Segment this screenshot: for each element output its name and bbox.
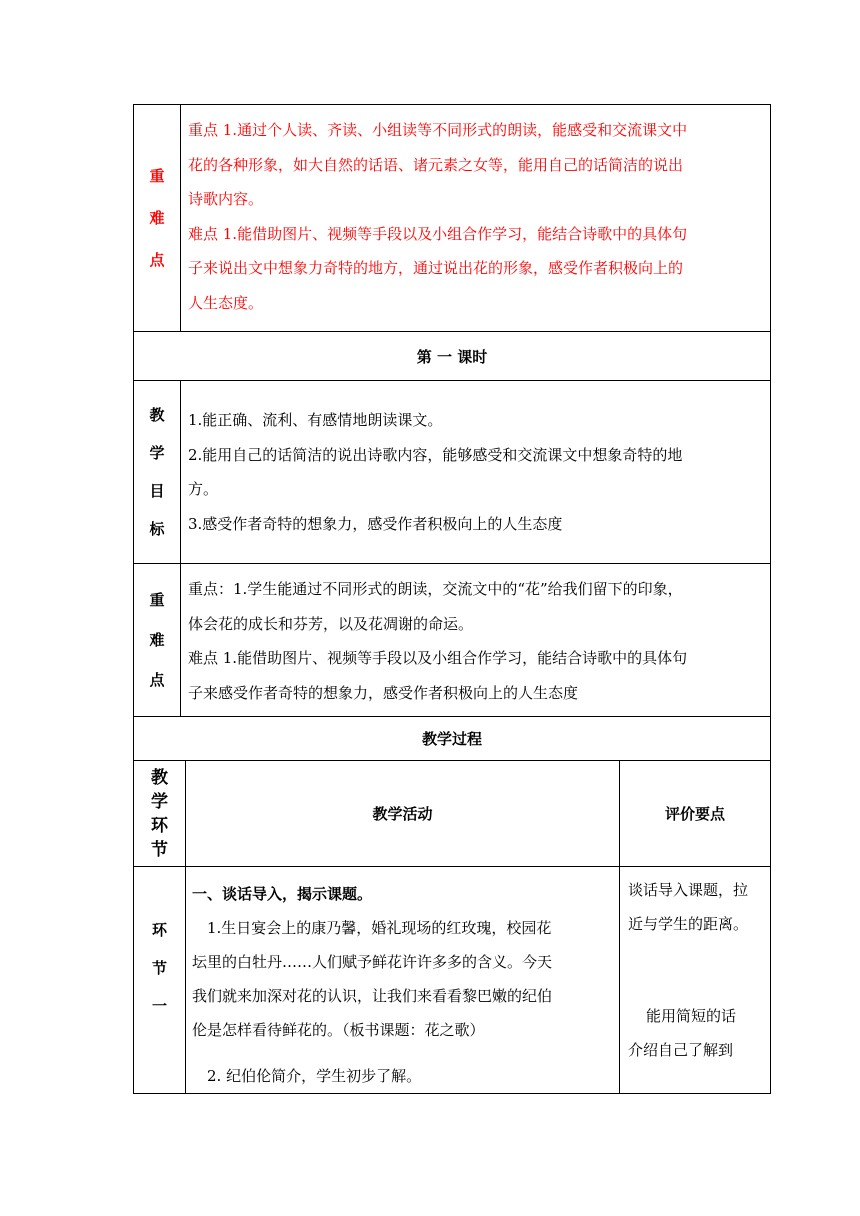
lesson-plan-table [133, 104, 771, 1094]
stage1-activity [186, 867, 620, 1094]
lesson-title: 第 一 课时 [134, 332, 771, 381]
key-points-text [181, 564, 771, 717]
lesson-title-row [134, 332, 771, 381]
side-char: 节 [151, 839, 168, 860]
objectives-side-label [134, 381, 181, 564]
side-char: 学 [151, 791, 168, 812]
text-line: 2.能用自己的话简洁的说出诗歌内容，能够感受和交流课文中想象奇特的地 [188, 445, 683, 464]
process-title-row [134, 717, 771, 761]
side-char: 重 [149, 167, 165, 185]
side-char: 重 [149, 591, 165, 609]
text-line: 谈话导入课题，拉 [628, 881, 749, 899]
text-line: 子来感受作者奇特的想象力，感受作者积极向上的人生态度 [188, 683, 579, 702]
stage-header [134, 761, 186, 867]
text-line: 3.感受作者奇特的想象力，感受作者积极向上的人生态度 [188, 514, 563, 533]
header-row [134, 761, 771, 867]
side-char: 点 [149, 671, 165, 689]
text-line: 1.能正确、流利、有感情地朗读课文。 [188, 411, 443, 429]
text-line: 2. 纪伯伦简介，学生初步了解。 [207, 1067, 422, 1085]
text-line: 人生态度。 [188, 293, 264, 312]
side-char: 目 [149, 482, 165, 500]
stage1-label [134, 867, 186, 1094]
side-char: 学 [149, 444, 165, 462]
key-points-row [134, 564, 771, 717]
side-char: 环 [151, 921, 167, 939]
side-char: 教 [149, 406, 165, 424]
spacer [628, 941, 766, 999]
side-char: 难 [149, 631, 165, 649]
text-line: 能用简短的话 [646, 1007, 737, 1025]
top-side-label [134, 105, 181, 332]
objectives-text [181, 381, 771, 564]
top-key-points-row [134, 105, 771, 332]
text-line: 体会花的成长和芬芳，以及花凋谢的命运。 [188, 614, 474, 633]
text-line: 难点 1.能借助图片、视频等手段以及小组合作学习，能结合诗歌中的具体句 [188, 649, 688, 667]
side-char: 教 [151, 767, 168, 788]
side-char: 难 [149, 209, 165, 227]
activity-title: 一、谈话导入，揭示课题。 [192, 885, 373, 903]
side-char: 点 [149, 251, 165, 269]
text-line: 近与学生的距离。 [628, 915, 749, 933]
stage1-evaluation [620, 867, 771, 1094]
process-title: 教学过程 [134, 717, 771, 761]
text-line: 伦是怎样看待鲜花的。（板书课题：花之歌） [192, 1021, 485, 1039]
text-line: 花的各种形象，如大自然的话语、诸元素之女等，能用自己的话简洁的说出 [188, 155, 684, 174]
side-char: 节 [151, 959, 167, 977]
side-char: 一 [151, 997, 167, 1015]
text-line: 难点 1.能借助图片、视频等手段以及小组合作学习，能结合诗歌中的具体句 [188, 224, 688, 243]
objectives-row [134, 381, 771, 564]
text-line: 重点 1.通过个人读、齐读、小组读等不同形式的朗读，能感受和交流课文中 [188, 121, 688, 139]
evaluation-header: 评价要点 [620, 761, 771, 867]
key-points-side-label [134, 564, 181, 717]
text-line: 1.生日宴会上的康乃馨，婚礼现场的红玫瑰，校园花 [207, 919, 552, 937]
text-line: 诗歌内容。 [188, 190, 264, 208]
text-line: 重点：1.学生能通过不同形式的朗读，交流文中的“花”给我们留下的印象， [188, 580, 683, 598]
side-char: 标 [149, 520, 165, 538]
stage1-row [134, 867, 771, 1094]
text-line: 子来说出文中想象力奇特的地方，通过说出花的形象，感受作者积极向上的 [188, 259, 684, 277]
top-key-points-text [181, 105, 771, 332]
side-char: 环 [151, 815, 168, 836]
text-line: 介绍自己了解到 [628, 1041, 734, 1059]
text-line: 我们就来加深对花的认识，让我们来看看黎巴嫩的纪伯 [192, 987, 553, 1005]
text-line: 方。 [188, 480, 219, 498]
text-line: 坛里的白牡丹……人们赋予鲜花许许多多的含义。今天 [192, 953, 553, 971]
activity-header: 教学活动 [186, 761, 620, 867]
